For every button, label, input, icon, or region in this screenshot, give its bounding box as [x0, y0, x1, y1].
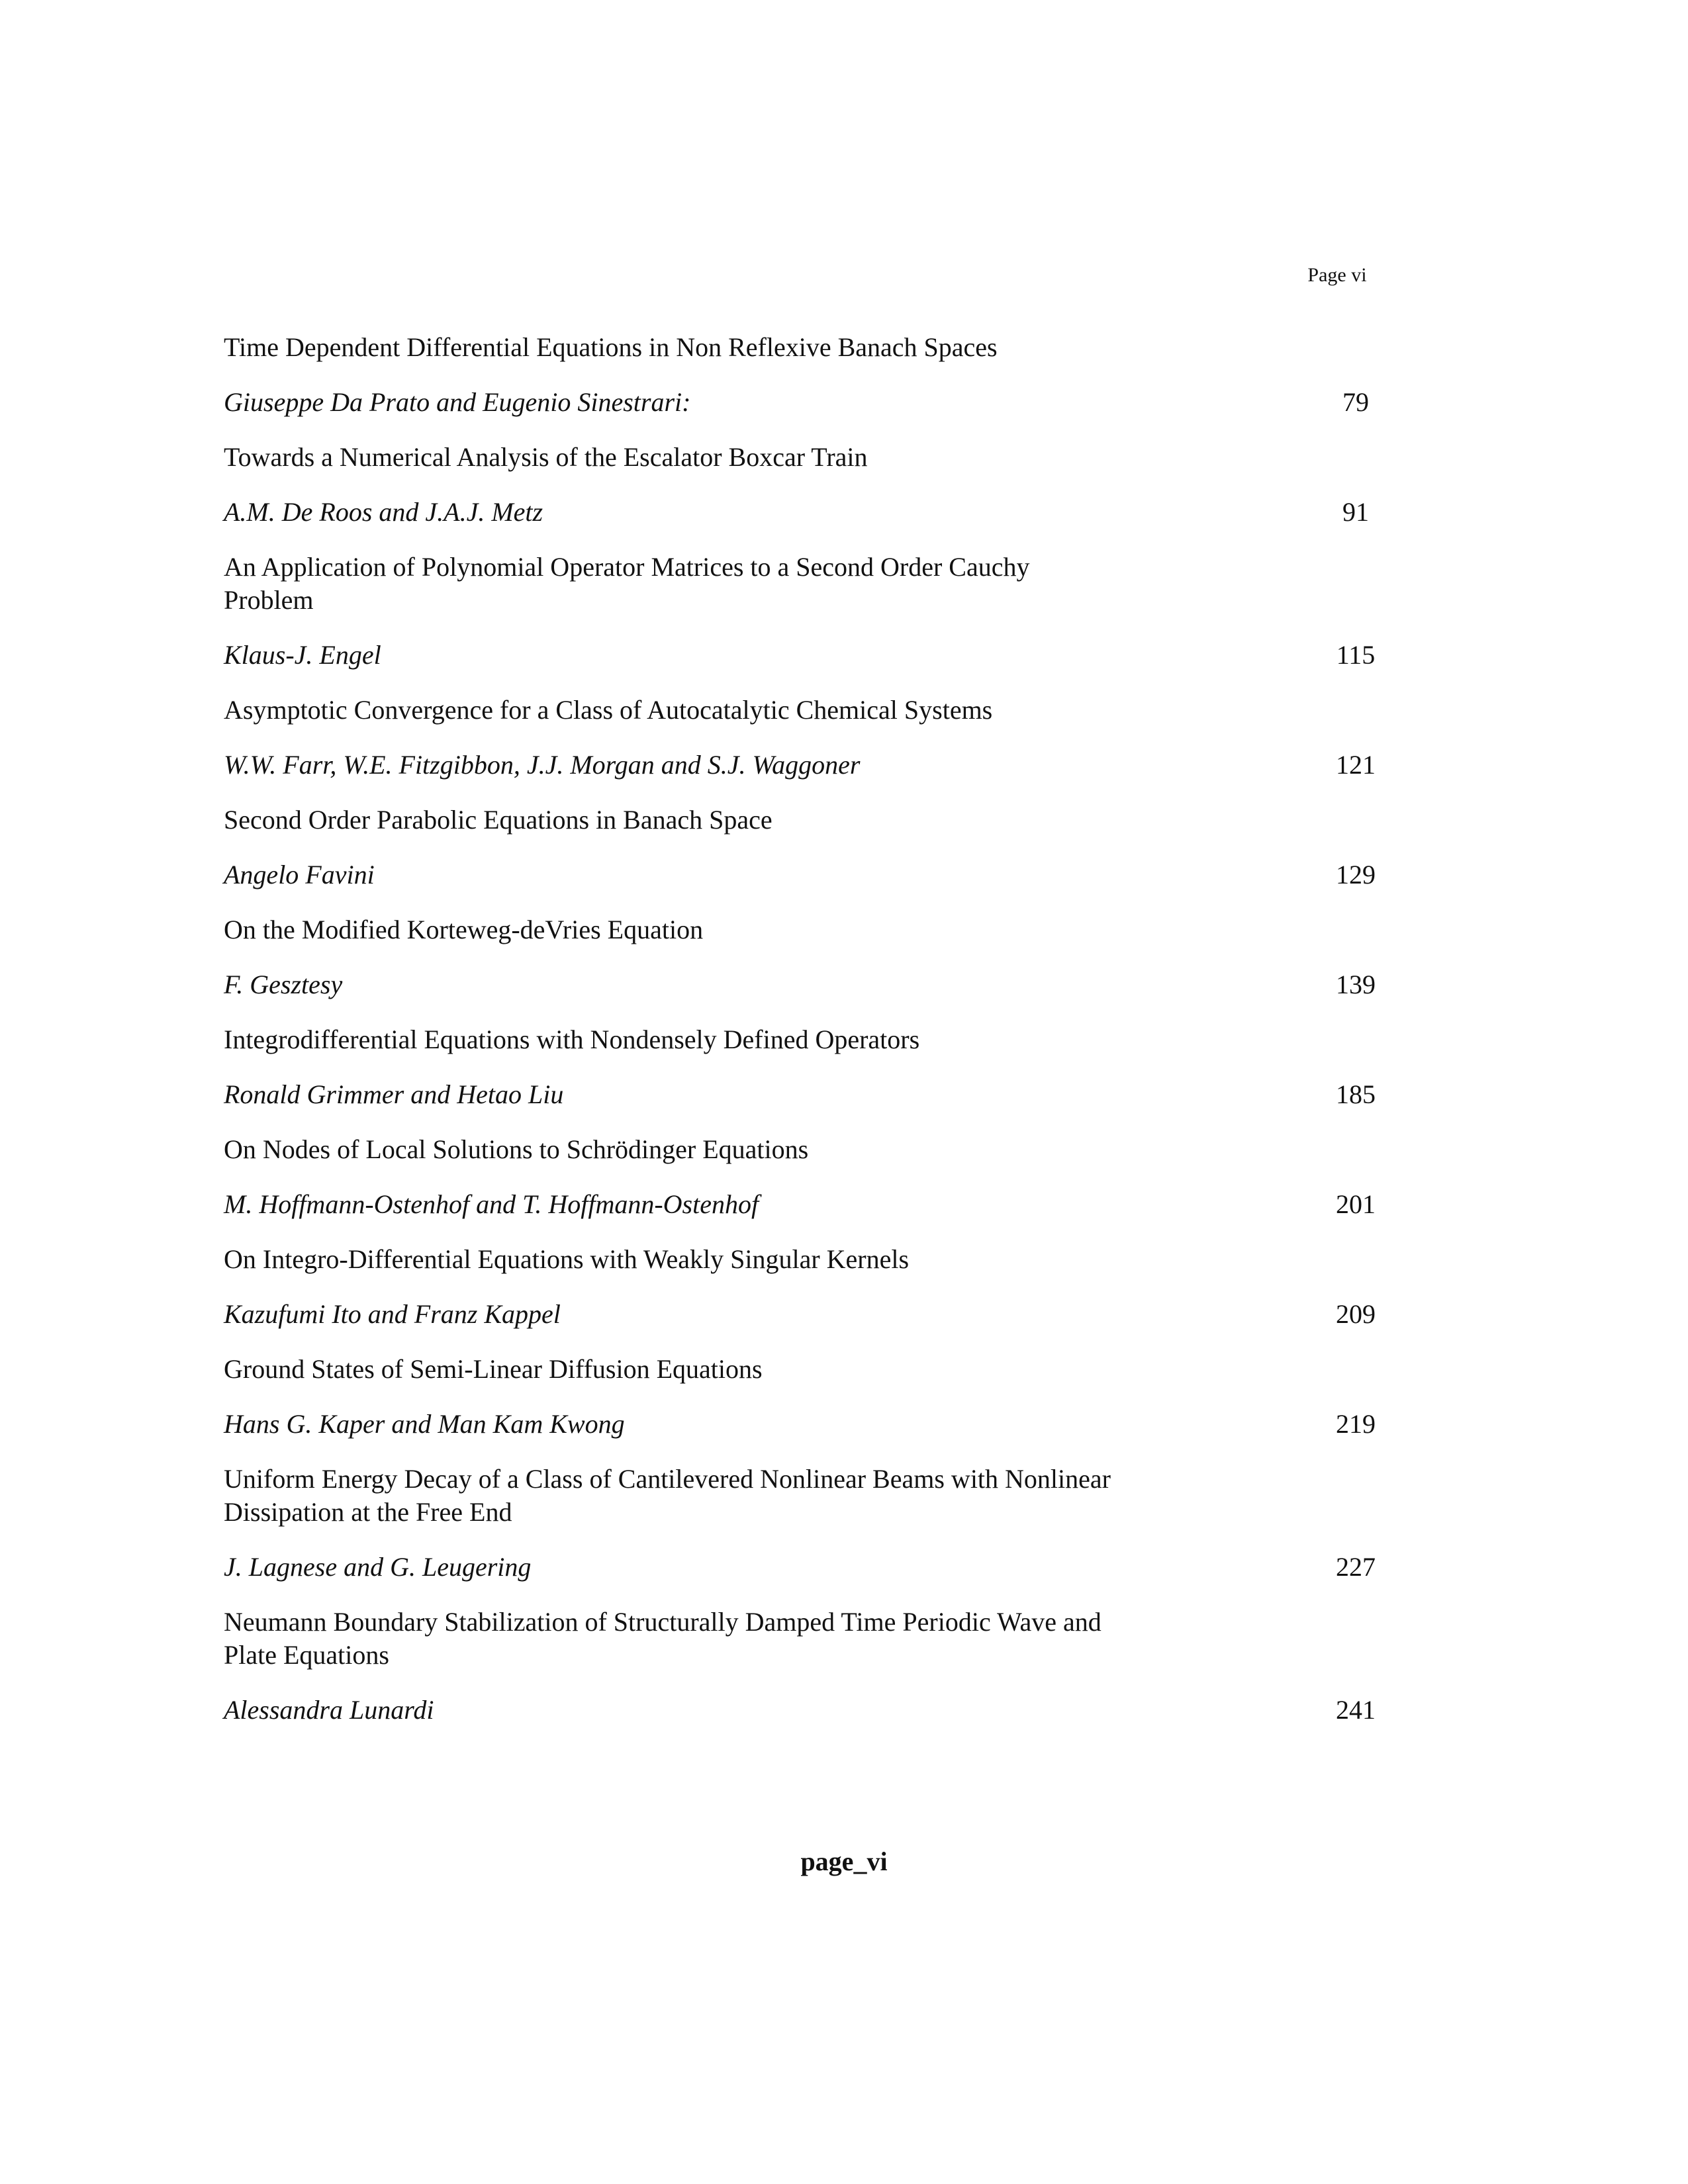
entry-authors: F. Gesztesy — [224, 970, 343, 999]
entry-title: On Nodes of Local Solutions to Schrödinger Equations — [224, 1134, 809, 1164]
entry-authors: Kazufumi Ito and Franz Kappel — [224, 1299, 561, 1329]
entry-authors: Hans G. Kaper and Man Kam Kwong — [224, 1409, 625, 1439]
entry-page-number: 209 — [1336, 1299, 1376, 1329]
toc-entry — [224, 331, 1415, 419]
entry-authors: Klaus-J. Engel — [224, 640, 381, 670]
entry-author-row — [224, 386, 1415, 419]
entry-title: Ground States of Semi-Linear Diffusion Equations — [224, 1354, 763, 1384]
entry-authors: Alessandra Lunardi — [224, 1695, 434, 1725]
entry-page-number: 121 — [1336, 750, 1376, 780]
entry-author-row — [224, 1078, 1415, 1111]
entry-title: Towards a Numerical Analysis of the Escalator Boxcar Train — [224, 442, 868, 472]
toc-entry — [224, 1463, 1415, 1584]
entry-authors: J. Lagnese and G. Leugering — [224, 1552, 532, 1582]
toc-entry — [224, 803, 1415, 891]
toc-entry — [224, 1023, 1415, 1111]
entry-author-row — [224, 749, 1415, 782]
entry-authors: Angelo Favini — [224, 860, 375, 889]
entry-title: Uniform Energy Decay of a Class of Cantilevered Nonlinear Beams with Nonlinear Dissipation at the Free End — [224, 1464, 1111, 1527]
table-of-contents — [224, 331, 1415, 1749]
entry-authors: W.W. Farr, W.E. Fitzgibbon, J.J. Morgan and S.J. Waggoner — [224, 750, 861, 780]
entry-authors: M. Hoffmann-Ostenhof and T. Hoffmann-Ostenhof — [224, 1189, 759, 1219]
entry-author-row — [224, 858, 1415, 891]
toc-entry — [224, 694, 1415, 782]
entry-title: Neumann Boundary Stabilization of Structurally Damped Time Periodic Wave and Plate Equations — [224, 1607, 1102, 1670]
entry-author-row — [224, 1298, 1415, 1331]
entry-author-row — [224, 639, 1415, 672]
entry-author-row — [224, 496, 1415, 529]
entry-authors: Giuseppe Da Prato and Eugenio Sinestrari: — [224, 387, 691, 417]
entry-page-number: 185 — [1336, 1079, 1376, 1109]
entry-title: Integrodifferential Equations with Nondensely Defined Operators — [224, 1024, 920, 1054]
entry-title: On the Modified Korteweg-deVries Equation — [224, 915, 704, 944]
entry-title: Second Order Parabolic Equations in Banach Space — [224, 805, 773, 835]
entry-page-number: 241 — [1336, 1695, 1376, 1725]
entry-page-number: 129 — [1336, 860, 1376, 889]
entry-author-row — [224, 1188, 1415, 1221]
toc-entry — [224, 913, 1415, 1001]
toc-entry — [224, 441, 1415, 529]
entry-page-number: 91 — [1342, 497, 1369, 527]
entry-page-number: 79 — [1342, 387, 1369, 417]
entry-author-row — [224, 1408, 1415, 1441]
entry-page-number: 115 — [1336, 640, 1376, 670]
page-footer-id: page_vi — [800, 1846, 888, 1876]
toc-entry — [224, 1606, 1415, 1727]
toc-entry — [224, 1353, 1415, 1441]
entry-title: Time Dependent Differential Equations in Non Reflexive Banach Spaces — [224, 332, 998, 362]
entry-author-row — [224, 1694, 1415, 1727]
entry-author-row — [224, 1551, 1415, 1584]
toc-entry — [224, 551, 1415, 672]
entry-title: Asymptotic Convergence for a Class of Autocatalytic Chemical Systems — [224, 695, 993, 725]
entry-title: An Application of Polynomial Operator Matrices to a Second Order Cauchy Problem — [224, 552, 1030, 615]
entry-title: On Integro-Differential Equations with Weakly Singular Kernels — [224, 1244, 910, 1274]
entry-author-row — [224, 968, 1415, 1001]
entry-authors: Ronald Grimmer and Hetao Liu — [224, 1079, 564, 1109]
toc-entry — [224, 1243, 1415, 1331]
entry-page-number: 139 — [1336, 970, 1376, 999]
entry-page-number: 201 — [1336, 1189, 1376, 1219]
page-header-label: Page vi — [1307, 264, 1367, 286]
entry-page-number: 219 — [1336, 1409, 1376, 1439]
entry-page-number: 227 — [1336, 1552, 1376, 1582]
entry-authors: A.M. De Roos and J.A.J. Metz — [224, 497, 543, 527]
toc-entry — [224, 1133, 1415, 1221]
